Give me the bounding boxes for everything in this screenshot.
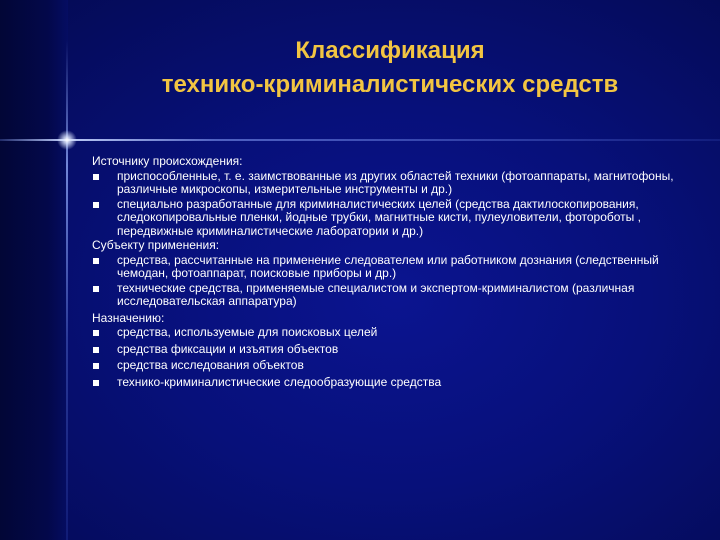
- list-item: [92, 282, 692, 309]
- list-item: [92, 170, 692, 197]
- vertical-decorative-line: [66, 40, 68, 540]
- square-bullet-icon: [93, 330, 99, 336]
- list-item-text: специально разработанные для криминалистических целей (средства дактилоскопирования, следокопировальные пленки, йодные трубки, магнитные кисти, пулеуловители, фотороботы , передвижные криминалистические лаборатории и др.): [117, 196, 641, 238]
- square-bullet-icon: [93, 380, 99, 386]
- section-heading-subject: Субъекту применения:: [92, 238, 220, 252]
- horizontal-decorative-line: [0, 139, 720, 141]
- list-item: [92, 343, 692, 357]
- list-item-text: приспособленные, т. е. заимствованные из других областей техники (фотоаппараты, магнитофоны, различные микроскопы, измерительные инструменты и др.): [117, 168, 674, 196]
- square-bullet-icon: [93, 202, 99, 208]
- section-heading-purpose: Назначению:: [92, 310, 165, 325]
- list-item-text: средства фиксации и изъятия объектов: [117, 341, 339, 356]
- left-decorative-band: [0, 0, 68, 540]
- list-item: [92, 254, 692, 281]
- list-item: [92, 359, 692, 373]
- square-bullet-icon: [93, 174, 99, 180]
- classification-list: [92, 155, 692, 390]
- list-item-text: технико-криминалистические следообразующие средства: [117, 374, 442, 389]
- list-item: [92, 198, 692, 239]
- list-item-text: средства, используемые для поисковых целей: [117, 325, 378, 339]
- sparkle-icon: [57, 130, 77, 150]
- square-bullet-icon: [93, 363, 99, 369]
- section-heading-origin: Источнику происхождения:: [92, 154, 243, 168]
- list-item-text: средства, рассчитанные на применение следователем или работником дознания (следственный чемодан, фотоаппарат, поисковые приборы и др.): [117, 252, 659, 280]
- list-item: [92, 376, 692, 390]
- list-item-text: технические средства, применяемые специалистом и экспертом-криминалистом (различная исследовательская аппаратура): [117, 280, 635, 308]
- title-line-1: Классификация: [295, 37, 485, 64]
- square-bullet-icon: [93, 286, 99, 292]
- square-bullet-icon: [93, 258, 99, 264]
- list-item-text: средства исследования объектов: [117, 358, 304, 372]
- square-bullet-icon: [93, 347, 99, 353]
- slide-title: [80, 34, 700, 102]
- title-line-2: технико-криминалистических средств: [161, 71, 619, 98]
- list-item: [92, 326, 692, 340]
